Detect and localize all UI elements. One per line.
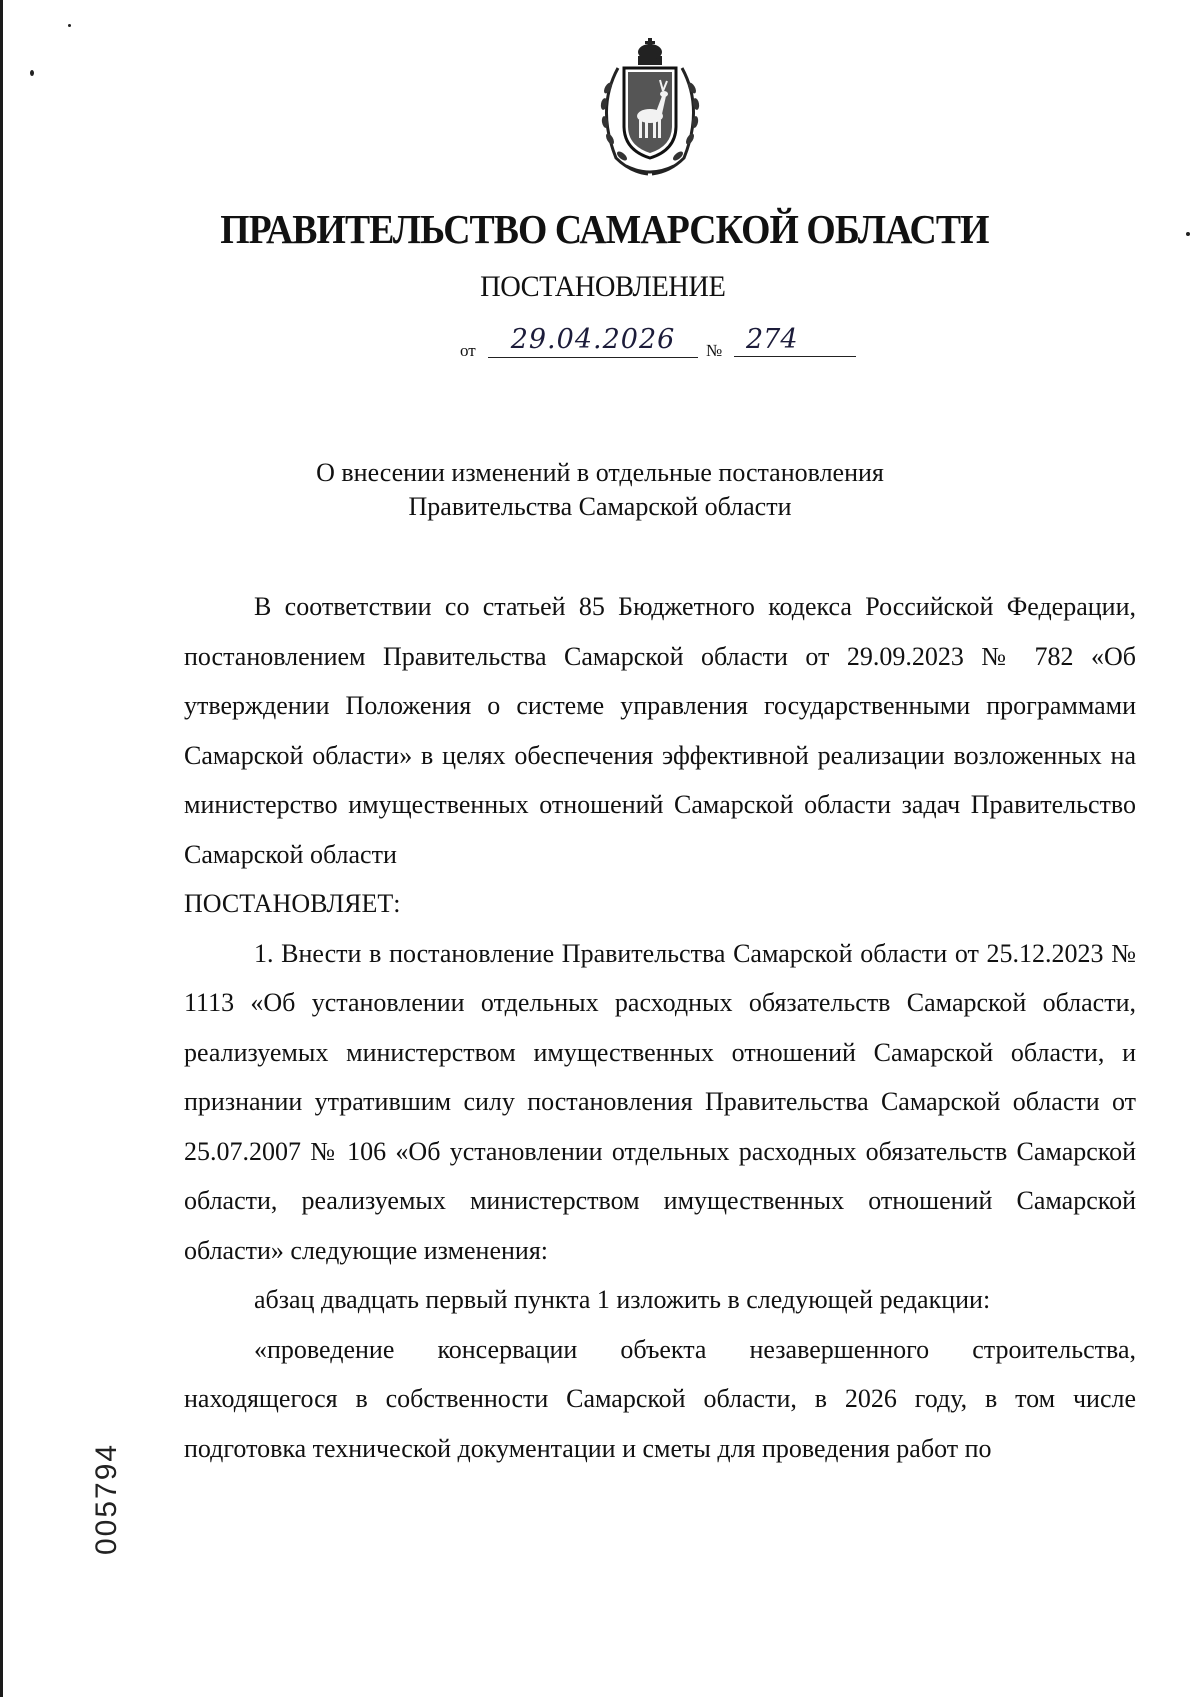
paragraph-item-1: 1. Внести в постановление Правительства Самарской области от 25.12.2023 № 1113 «Об установлении отдельных расходных обязательств Самарской области, реализуемых министерством имущественных отношений Самарской области, и признании утратившим силу постановления Правительства Самарской области от 25.07.2007 № 106 «Об установлении отдельных расходных обязательств Самарской области, реализуемых министерством имущественных отношений Самарской области» следующие изменения:: [184, 938, 1136, 1265]
subject-line-2: Правительства Самарской области: [408, 492, 792, 521]
side-serial-stamp: 005794: [90, 1442, 123, 1555]
samara-coat-of-arms-icon: [590, 38, 710, 178]
scan-speck: [1186, 232, 1190, 236]
date-number-line: [460, 325, 860, 365]
page-left-edge: [0, 0, 3, 1697]
scan-speck: [68, 24, 71, 27]
government-title: ПРАВИТЕЛЬСТВО САМАРСКОЙ ОБЛАСТИ: [220, 206, 989, 252]
subject-line-1: О внесении изменений в отдельные постановления: [316, 458, 884, 487]
paragraph-amendment-intro: абзац двадцать первый пункта 1 изложить в следующей редакции:: [254, 1285, 991, 1314]
paragraph-amendment-text: «проведение консервации объекта незавершенного строительства, находящегося в собственности Самарской области, в 2026 году, в том числе подготовка технической документации и сметы для проведения работ по: [184, 1334, 1136, 1463]
handwritten-number: 274: [734, 325, 856, 357]
document-type-title: ПОСТАНОВЛЕНИЕ: [480, 270, 726, 303]
number-prefix: №: [706, 341, 723, 360]
handwritten-date: 29.04.2026: [488, 325, 698, 358]
date-prefix: от: [460, 341, 476, 360]
resolves-word: ПОСТАНОВЛЯЕТ:: [184, 889, 401, 918]
paragraph-preamble: В соответствии со статьей 85 Бюджетного кодекса Российской Федерации, постановлением Правительства Самарской области от 29.09.2023 № 782 «Об утверждении Положения о системе управления государственными программами Самарской области» в целях обеспечения эффективной реализации возложенных на министерство имущественных отношений Самарской области задач Правительство Самарской области: [184, 592, 1136, 869]
document-body: [184, 582, 1136, 1473]
document-subject: [0, 456, 1200, 524]
scan-speck: [30, 70, 34, 76]
